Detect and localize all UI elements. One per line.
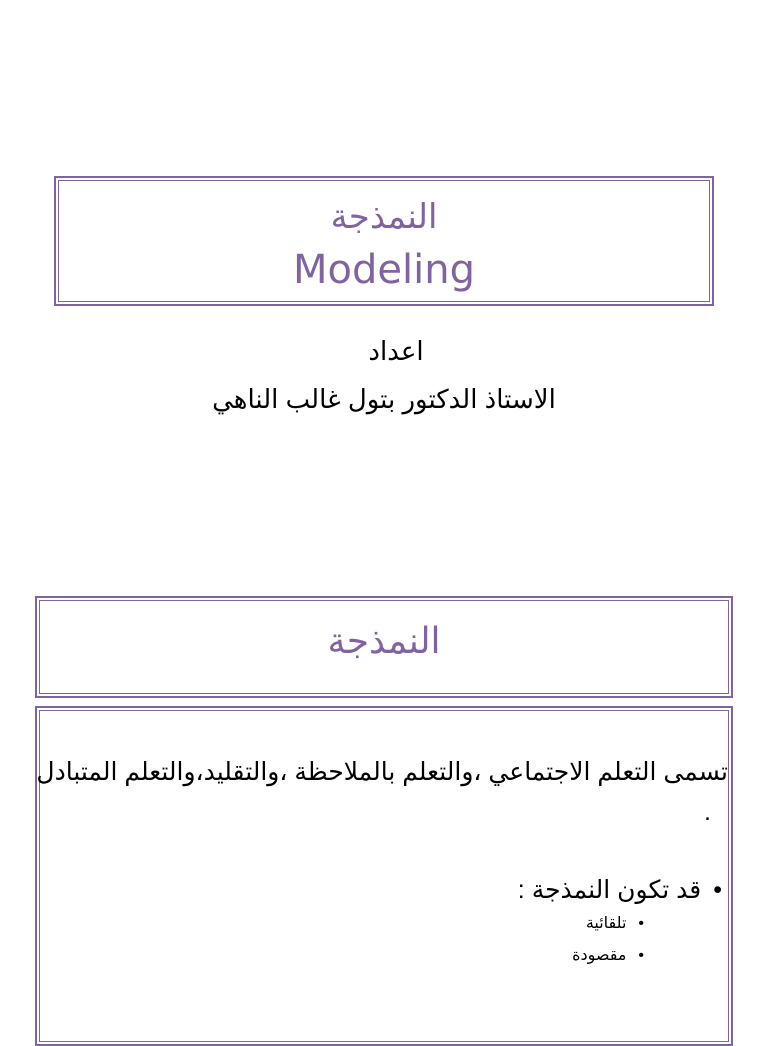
slide2-title-box — [35, 596, 733, 698]
sub-bullet-text: تلقائية — [585, 915, 627, 932]
definition-paragraph: تسمى التعلم الاجتماعي ،والتعلم بالملاحظة ،والتقليد،والتعلم المتبادل — [36, 758, 728, 786]
sub-bullet-item — [586, 916, 644, 932]
author-label: اعداد — [368, 336, 424, 366]
main-bullet-item — [518, 878, 722, 903]
sub-bullet-text: مقصودة — [572, 947, 627, 964]
slide2-title: النمذجة — [327, 621, 441, 662]
sub-bullet-item — [572, 948, 644, 964]
slide1-title-box — [54, 176, 714, 306]
author-name: الاستاذ الدكتور بتول غالب الناهي — [212, 384, 556, 414]
bullet-dot-icon: • — [638, 947, 644, 964]
main-bullet-text: قد تكون النمذجة : — [517, 876, 702, 904]
bullet-dot-icon: • — [713, 876, 722, 904]
paragraph-end-dot: . — [704, 798, 711, 826]
slide1-title-english: Modeling — [293, 247, 475, 293]
slide1-title-arabic: النمذجة — [330, 197, 438, 237]
bullet-dot-icon: • — [638, 915, 644, 932]
